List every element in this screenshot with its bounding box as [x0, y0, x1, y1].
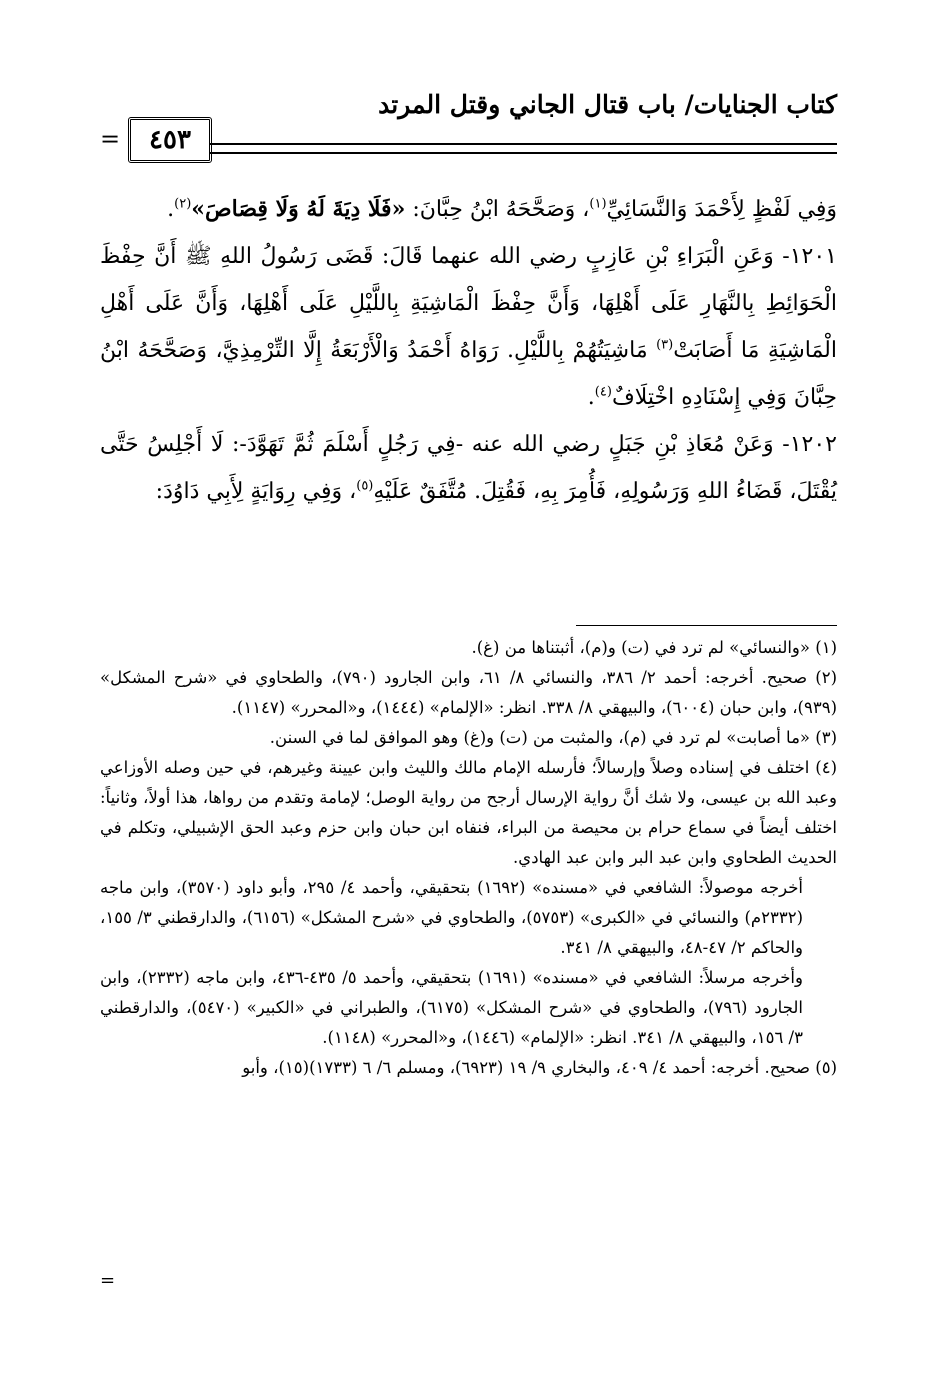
footnote-2: (٢) صحيح. أخرجه: أحمد ٢/ ٣٨٦، والنسائي ٨/ ٦١، وابن الجارود (٧٩٠)، والطحاوي في «شرح المشكل» (٩٣٩)، وابن حبان (٦٠٠٤)، والبيهقي ٨/ ٣٣٨. انظر: «الإلمام» (١٤٤٤)، و«المحرر» (١١٤٧). [100, 668, 838, 717]
footnote-separator [576, 625, 837, 626]
paragraph-2 [100, 233, 837, 421]
footnote-3: (٣) «ما أصابت» لم ترد في (م)، والمثبت من (ت) و(غ) وهو الموافق لما في السنن. [269, 728, 837, 747]
header-rule [210, 143, 837, 154]
p1-end: . [167, 197, 175, 222]
footnote-1: (١) «والنسائي» لم ترد في (ت) و(م)، أثبتناها من (غ). [471, 638, 837, 657]
footnote-ref-1: (١) [589, 196, 607, 212]
footnote-4-continuation-a: أخرجه موصولاً: الشافعي في «مسنده» (١٦٩٢) بتحقيقي، وأحمد ٤/ ٢٩٥، وأبو داود (٣٥٧٠)، وابن ماجه (٢٣٣٢م) والنسائي في «الكبرى» (٥٧٥٣)، والطحاوي في «شرح المشكل» (٦١٥٦)، والدارقطني ٣/ ١٥٥، والحاكم ٢/ ٤٧-٤٨، والبيهقي ٨/ ٣٤١. [100, 878, 804, 957]
footnote-ref-2: (٢) [174, 196, 192, 212]
page-number: ٤٥٣ [128, 117, 212, 163]
main-text [100, 186, 837, 515]
p1-text-b: ، وَصَحَّحَهُ ابْنُ حِبَّانَ: [405, 197, 590, 222]
paragraph-1 [100, 186, 837, 233]
footnotes [100, 633, 837, 1083]
p2-end: . [587, 385, 595, 410]
header-margin-mark: = [100, 125, 121, 153]
footnote-4: (٤) اختلف في إسناده وصلاً وإرسالاً؛ فأرسله الإمام مالك والليث وابن عيينة وغيرهم، في حين وصله الأوزاعي وعبد الله بن عيسى، ولا شك أنَّ رواية الإرسال أرجح من رواية الوصل؛ لإمامة وتقدم من رواها، هذا أولاً، وثانياً: اختلف أيضاً في سماع حرام بن محيصة من البراء، فنفاه ابن حبان وابن حزم وعبد الحق الإشبيلي، وتكلم في الحديث الطحاوي وابن عبد البر وابن عبد الهادي. [100, 758, 837, 867]
footnote-ref-4: (٤) [594, 384, 612, 400]
footnote-ref-5: (٥) [356, 478, 374, 494]
p1-quote: «فَلَا دِيَةَ لَهُ وَلَا قِصَاصَ» [191, 196, 406, 222]
footnote-5: (٥) صحيح. أخرجه: أحمد ٤/ ٤٠٩، والبخاري ٩/ ١٩ (٦٩٢٣)، ومسلم ٦/ ٦ (١٧٣٣)(١٥)، وأبو [242, 1058, 837, 1077]
footnote-4-continuation-b: وأخرجه مرسلاً: الشافعي في «مسنده» (١٦٩١) بتحقيقي، وأحمد ٥/ ٤٣٥-٤٣٦، وابن ماجه (٢٣٣٢)، وابن الجارود (٧٩٦)، والطحاوي في «شرح المشكل» (٦١٧٥)، والطبراني في «الكبير» (٥٤٧٠)، والدارقطني ٣/ ١٥٦، والبيهقي ٨/ ٣٤١. انظر: «الإلمام» (١٤٤٦)، و«المحرر» (١١٤٨). [100, 968, 803, 1047]
p3-text-a: ١٢٠٢- وَعَنْ مُعَاذِ بْنِ جَبَلٍ رضي الله عنه -فِي رَجُلٍ أَسْلَمَ ثُمَّ تَهَوَّدَ-: لَا أَجْلِسُ حَتَّى يُقْتَلَ، قَضَاءُ اللهِ وَرَسُولِهِ، فَأُمِرَ بِهِ، فَقُتِلَ. مُتَّفَقٌ عَلَيْهِ [100, 432, 837, 504]
p2-text-b: مَاشِيَتُهُمْ بِاللَّيْلِ. رَوَاهُ أَحْمَدُ وَالْأَرْبَعَةُ إِلَّا التِّرْمِذِيَّ، وَصَحَّحَهُ ابْنُ حِبَّانَ وَفِي إِسْنَادِهِ اخْتِلَافٌ [100, 338, 837, 410]
footer-margin-mark: = [100, 1270, 116, 1291]
p1-text-a: وَفِي لَفْظٍ لِأَحْمَدَ وَالنَّسَائِيِّ [606, 197, 837, 222]
p2-text-a: ١٢٠١- وَعَنِ الْبَرَاءِ بْنِ عَازِبٍ رضي الله عنهما قَالَ: قَضَى رَسُولُ اللهِ ﷺ أَنَّ حِفْظَ الْحَوَائِطِ بِالنَّهَارِ عَلَى أَهْلِهَا، وَأَنَّ حِفْظَ الْمَاشِيَةِ بِاللَّيْلِ عَلَى أَهْلِهَا، وَأَنَّ عَلَى أَهْلِ الْمَاشِيَةِ مَا أَصَابَتْ [100, 244, 837, 363]
footnote-ref-3: (٣) [656, 337, 674, 353]
running-title: كتاب الجنايات/ باب قتال الجاني وقتل المرتد [378, 90, 837, 119]
paragraph-3 [100, 421, 837, 515]
p3-text-b: ، وَفِي رِوَايَةٍ لِأَبِي دَاوُدَ: [155, 479, 357, 504]
